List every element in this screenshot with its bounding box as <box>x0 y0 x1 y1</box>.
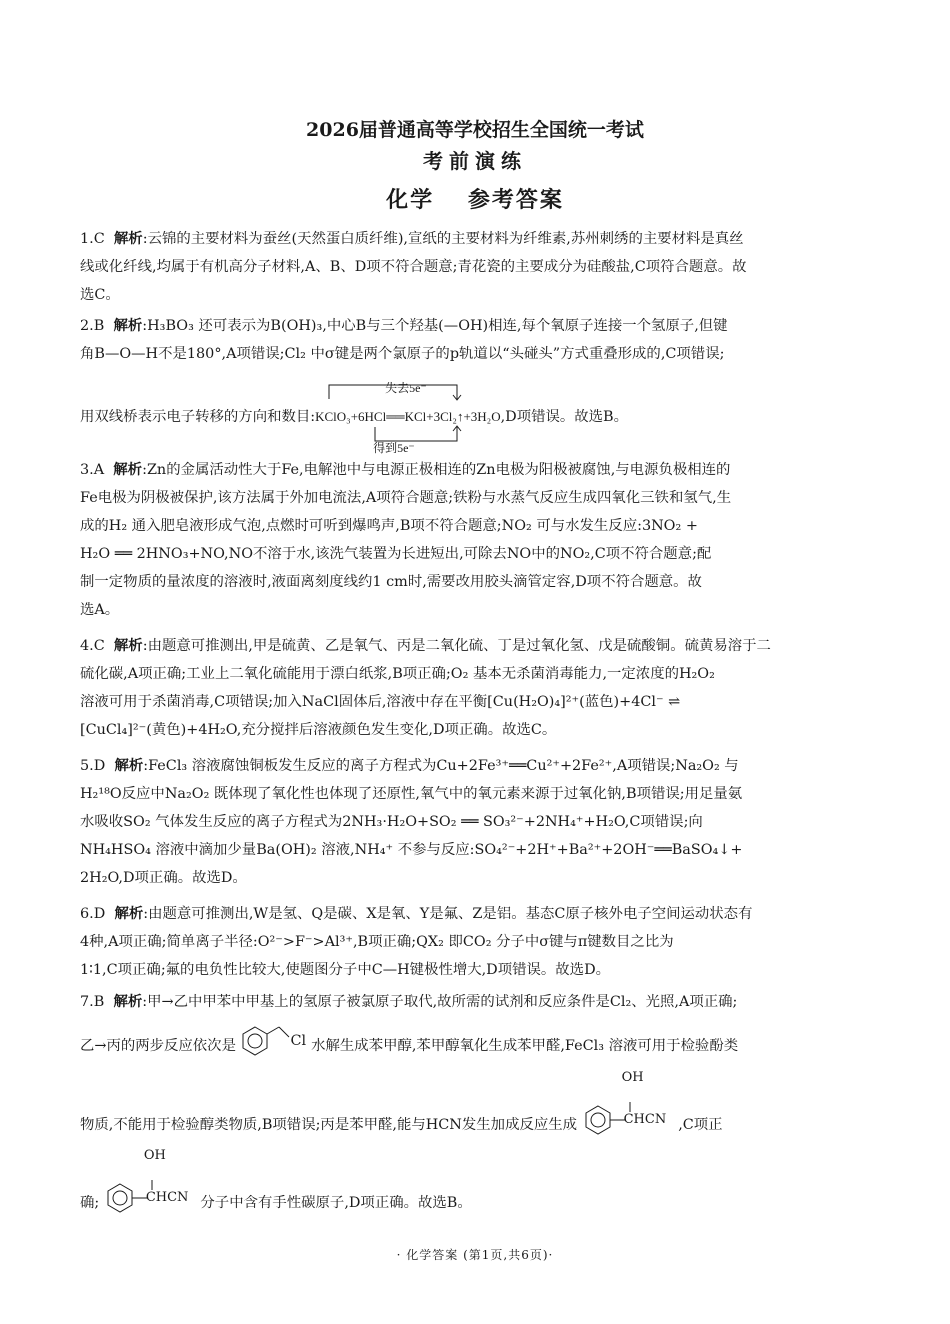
answer-number: 3.A <box>80 462 105 478</box>
answer-6: 6.D 解析:由题意可推测出,W是氢、Q是碳、X是氧、Y是氟、Z是铝。基态C原子核外电子空间运动状态有 4种,A项正确;简单离子半径:O²⁻>F⁻>Al³⁺,B项正确;QX₂ 即CO₂ 分子中σ键与π键数目之比为 1∶1,C项正确;氟的电负性比较大,使题图分子中C—H键极性增大,D项错误。故选D。 <box>80 900 865 984</box>
answer-text: ,C项正 <box>678 1117 723 1133</box>
answer-text: 甲→乙中甲苯中甲基上的氢原子被氯原子取代,故所需的试剂和反应条件是Cl₂、光照,A项正确; <box>147 994 738 1010</box>
hydroxyl-label: OH <box>143 1148 166 1163</box>
answer-number: 5.D <box>80 758 106 774</box>
answer-3: 3.A 解析:Zn的金属活动性大于Fe,电解池中与电源正极相连的Zn电极为阳极被腐蚀,与电源负极相连的 Fe电极为阴极被保护,该方法属于外加电流法,A项符合题意;铁粉与水蒸气反应生成四氧化三铁和氢气,生 成的H₂ 通入肥皂液形成气泡,点燃时可听到爆鸣声,B项不符合题意;NO₂ 可与水发生反应:3NO₂ + H₂O ══ 2HNO₃+NO,NO不溶于水,该洗气装置为长进短出,可除去NO中的NO₂,C项不符合题意;配 制一定物质的量浓度的溶液时,液面离刻度线约1 cm时,需要改用胶头滴管定容,D项不符合题意。故 选A。 <box>80 456 865 624</box>
answer-text: 由题意可推测出,甲是硫黄、乙是氧气、丙是二氧化硫、丁是过氧化氢、戊是硫酸铜。硫黄易溶于二 <box>147 638 771 654</box>
analysis-label: 解析 <box>113 461 143 478</box>
answer-7-line-4 <box>80 1148 472 1218</box>
benzyl-chloride-structure <box>241 1031 307 1061</box>
gain-electrons-label: 得到5e⁻ <box>373 441 415 455</box>
answer-key-title: 化学 参考答案 <box>386 187 564 213</box>
mandelonitrile-structure <box>582 1070 674 1140</box>
answer-text: H₂¹⁸O反应中Na₂O₂ 既体现了氧化性也体现了还原性,氧气中的氧元素来源于过氧化钠,B项错误;用足量氨 <box>80 786 743 802</box>
answer-text: 选A。 <box>80 602 120 618</box>
answer-text: 云锦的主要材料为蚕丝(天然蛋白质纤维),宣纸的主要材料为纤维素,苏州刺绣的主要材料是真丝 <box>147 231 744 247</box>
answer-text: 溶液可用于杀菌消毒,C项错误;加入NaCl固体后,溶液中存在平衡[Cu(H₂O)₄]²⁺(蓝色)+4Cl⁻ ⇌ <box>80 694 681 710</box>
analysis-label: 解析 <box>113 637 143 654</box>
page-footer: · 化学答案 (第1页,共6页)· <box>396 1248 554 1262</box>
analysis-label: 解析 <box>113 317 143 334</box>
answer-7-line-2 <box>80 1031 738 1061</box>
answer-text: 1∶1,C项正确;氟的电负性比较大,使题图分子中C—H键极性增大,D项错误。故选D。 <box>80 962 610 978</box>
answer-text: 成的H₂ 通入肥皂液形成气泡,点燃时可听到爆鸣声,B项不符合题意;NO₂ 可与水发生反应:3NO₂ + <box>80 518 698 534</box>
answer-4: 4.C 解析:由题意可推测出,甲是硫黄、乙是氧气、丙是二氧化硫、丁是过氧化氢、戊是硫酸铜。硫黄易溶于二 硫化碳,A项正确;工业上二氧化硫能用于漂白纸浆,B项正确;O₂ 基本无杀菌消毒能力,一定浓度的H₂O₂ 溶液可用于杀菌消毒,C项错误;加入NaCl固体后,溶液中存在平衡[Cu(H₂O)₄]²⁺(蓝色)+4Cl⁻ ⇌ [CuCl₄]²⁻(黄色)+4H₂O,充分搅拌后溶液颜色发生变化,D项正确。故选C。 <box>80 632 865 744</box>
answer-text: H₂O ══ 2HNO₃+NO,NO不溶于水,该洗气装置为长进短出,可除去NO中的NO₂,C项不符合题意;配 <box>80 546 712 562</box>
answer-number: 2.B <box>80 318 105 334</box>
answer-number: 6.D <box>80 906 106 922</box>
answer-text: [CuCl₄]²⁻(黄色)+4H₂O,充分搅拌后溶液颜色发生变化,D项正确。故选C。 <box>80 722 557 738</box>
answer-text: 4种,A项正确;简单离子半径:O²⁻>F⁻>Al³⁺,B项正确;QX₂ 即CO₂ 分子中σ键与π键数目之比为 <box>80 934 674 950</box>
analysis-label: 解析 <box>114 905 144 922</box>
answer-text: ,D项错误。故选B。 <box>500 409 629 425</box>
analysis-label: 解析 <box>113 230 143 247</box>
answer-2-equation-line <box>80 381 629 455</box>
answer-text: 制一定物质的量浓度的溶液时,液面离刻度线约1 cm时,需要改用胶头滴管定容,D项不符合题意。故 <box>80 574 702 590</box>
answer-text: 线或化纤线,均属于有机高分子材料,A、B、D项不符合题意;青花瓷的主要成分为硅酸盐,C项符合题意。故 <box>80 259 747 275</box>
answer-text: 硫化碳,A项正确;工业上二氧化硫能用于漂白纸浆,B项正确;O₂ 基本无杀菌消毒能力,一定浓度的H₂O₂ <box>80 666 715 682</box>
answer-text: 2H₂O,D项正确。故选D。 <box>80 870 247 886</box>
redox-equation: KClO₃+6HCl══KCl+3Cl₂↑+3H₂O <box>315 409 501 424</box>
answer-text: NH₄HSO₄ 溶液中滴加少量Ba(OH)₂ 溶液,NH₄⁺ 不参与反应:SO₄²⁻+2H⁺+Ba²⁺+2OH⁻══BaSO₄↓+ <box>80 842 743 858</box>
answer-text: 水吸收SO₂ 气体发生反应的离子方程式为2NH₃·H₂O+SO₂ ══ SO₃²⁻+2NH₄⁺+H₂O,C项错误;向 <box>80 814 703 830</box>
answer-2: 2.B 解析:H₃BO₃ 还可表示为B(OH)₃,中心B与三个羟基(—OH)相连,每个氧原子连接一个氢原子,但键 角B—O—H不是180°,A项错误;Cl₂ 中σ键是两个氯原子的p轨道以“头碰头”方式重叠形成的,C项错误; <box>80 312 865 368</box>
answer-number: 1.C <box>80 231 105 247</box>
exam-title: 2026届普通高等学校招生全国统一考试 <box>306 119 644 141</box>
answer-number: 7.B <box>80 994 105 1010</box>
mandelonitrile-structure <box>104 1148 196 1218</box>
answer-text: 水解生成苯甲醇,苯甲醇氧化生成苯甲醛,FeCl₃ 溶液可用于检验酚类 <box>311 1038 739 1054</box>
answer-text: 乙→丙的两步反应依次是 <box>80 1038 236 1054</box>
answer-text: 选C。 <box>80 287 120 303</box>
answer-7-line-3 <box>80 1070 723 1140</box>
chcn-label: CHCN <box>145 1190 189 1205</box>
answer-number: 4.C <box>80 638 105 654</box>
answer-text: H₃BO₃ 还可表示为B(OH)₃,中心B与三个羟基(—OH)相连,每个氧原子连接一个氢原子,但键 <box>147 318 728 334</box>
answer-5: 5.D 解析:FeCl₃ 溶液腐蚀铜板发生反应的离子方程式为Cu+2Fe³⁺══Cu²⁺+2Fe²⁺,A项错误;Na₂O₂ 与 H₂¹⁸O反应中Na₂O₂ 既体现了氧化性也体现了还原性,氧气中的氧元素来源于过氧化钠,B项错误;用足量氨 水吸收SO₂ 气体发生反应的离子方程式为2NH₃·H₂O+SO₂ ══ SO₃²⁻+2NH₄⁺+H₂O,C项错误;向 NH₄HSO₄ 溶液中滴加少量Ba(OH)₂ 溶液,NH₄⁺ 不参与反应:SO₄²⁻+2H⁺+Ba²⁺+2OH⁻══BaSO₄↓+ 2H₂O,D项正确。故选D。 <box>80 752 865 892</box>
answer-1: 1.C 解析:云锦的主要材料为蚕丝(天然蛋白质纤维),宣纸的主要材料为纤维素,苏州刺绣的主要材料是真丝 线或化纤线,均属于有机高分子材料,A、B、D项不符合题意;青花瓷的主要成分为硅酸盐,C项符合题意。故 选C。 <box>80 225 865 309</box>
answer-text: 分子中含有手性碳原子,D项正确。故选B。 <box>200 1195 472 1211</box>
answer-text: Zn的金属活动性大于Fe,电解池中与电源正极相连的Zn电极为阳极被腐蚀,与电源负极相连的 <box>146 462 731 478</box>
chcn-label: CHCN <box>623 1112 667 1127</box>
chlorine-label: Cl <box>290 1033 307 1049</box>
analysis-label: 解析 <box>113 993 143 1010</box>
answer-7: 7.B 解析:甲→乙中甲苯中甲基上的氢原子被氯原子取代,故所需的试剂和反应条件是Cl₂、光照,A项正确; <box>80 993 738 1010</box>
hydroxyl-label: OH <box>621 1070 644 1085</box>
answer-text: 物质,不能用于检验醇类物质,B项错误;丙是苯甲醛,能与HCN发生加成反应生成 <box>80 1117 578 1133</box>
analysis-label: 解析 <box>114 757 144 774</box>
answer-text: FeCl₃ 溶液腐蚀铜板发生反应的离子方程式为Cu+2Fe³⁺══Cu²⁺+2Fe²⁺,A项错误;Na₂O₂ 与 <box>148 758 739 774</box>
exam-subtitle: 考前演练 <box>423 149 527 173</box>
answer-text: 角B—O—H不是180°,A项错误;Cl₂ 中σ键是两个氯原子的p轨道以“头碰头”方式重叠形成的,C项错误; <box>80 346 725 362</box>
answer-text: Fe电极为阴极被保护,该方法属于外加电流法,A项符合题意;铁粉与水蒸气反应生成四氧化三铁和氢气,生 <box>80 490 732 506</box>
answer-text: 确; <box>80 1195 100 1211</box>
answer-text: 用双线桥表示电子转移的方向和数目: <box>80 409 316 425</box>
answer-text: 由题意可推测出,W是氢、Q是碳、X是氧、Y是氟、Z是铝。基态C原子核外电子空间运动状态有 <box>148 906 753 922</box>
lose-electrons-label: 失去5e⁻ <box>385 381 427 395</box>
